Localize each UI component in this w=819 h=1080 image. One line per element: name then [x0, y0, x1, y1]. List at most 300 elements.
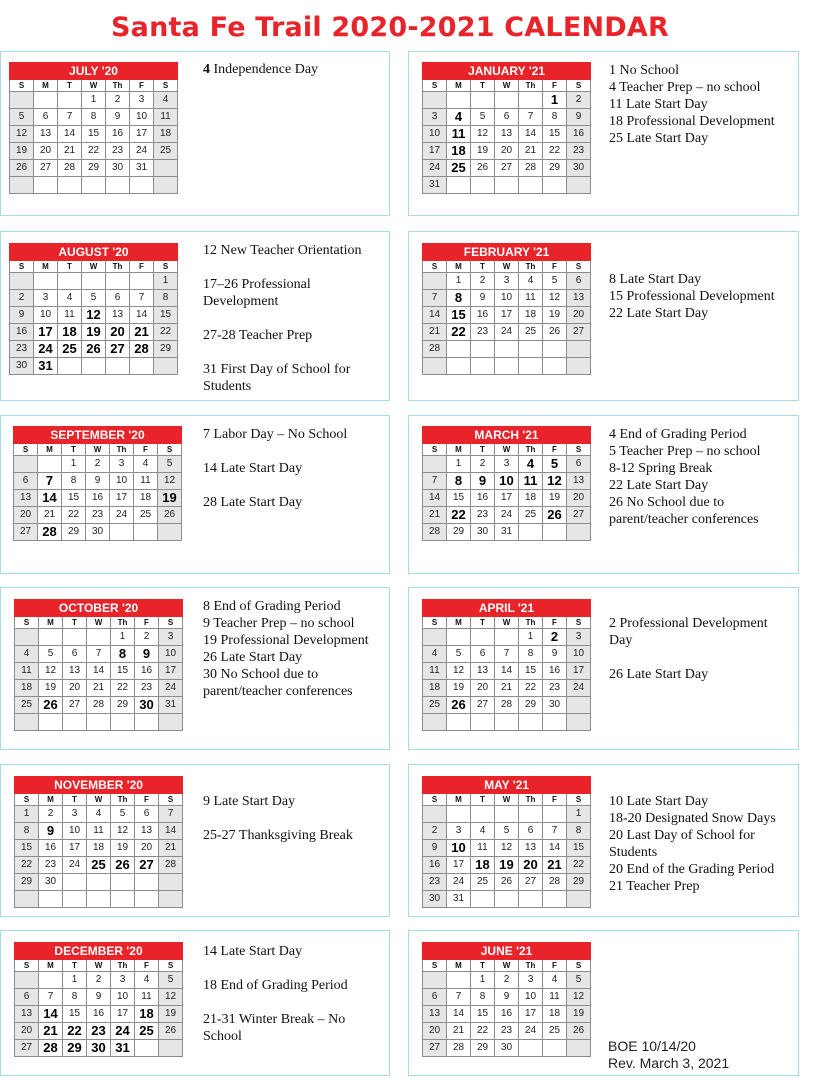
day-cell: 25 [519, 507, 543, 524]
day-cell: 16 [567, 126, 591, 143]
weekday-header: T [58, 80, 82, 92]
day-cell: 23 [86, 507, 110, 524]
day-cell: 26 [567, 1023, 591, 1040]
day-cell: 24 [159, 680, 183, 697]
day-cell: 15 [154, 307, 178, 324]
empty-cell [58, 273, 82, 290]
weekday-header: T [62, 444, 86, 456]
empty-cell [495, 806, 519, 823]
day-cell: 5 [471, 109, 495, 126]
day-cell: 22 [62, 507, 86, 524]
day-cell: 17 [567, 663, 591, 680]
day-cell: 1 [519, 629, 543, 646]
month-name: MARCH '21 [423, 427, 591, 444]
day-cell: 19 [447, 680, 471, 697]
day-cell: 21 [159, 840, 183, 857]
empty-cell [423, 92, 447, 109]
event-line: 14 Late Start Day [203, 944, 303, 959]
day-cell: 30 [10, 358, 34, 375]
day-cell: 26 [495, 874, 519, 891]
day-cell: 25 [58, 341, 82, 358]
empty-cell [543, 177, 567, 194]
day-cell: 22 [63, 1023, 87, 1040]
day-cell: 26 [158, 507, 182, 524]
weekday-header: W [495, 794, 519, 806]
weekday-header: S [423, 261, 447, 273]
day-cell: 11 [135, 989, 159, 1006]
day-cell: 7 [130, 290, 154, 307]
day-cell: 21 [519, 143, 543, 160]
day-cell: 8 [82, 109, 106, 126]
day-cell: 11 [134, 473, 158, 490]
revision-date: Rev. March 3, 2021 [608, 1055, 730, 1071]
day-cell: 28 [58, 160, 82, 177]
event-line: Students [609, 845, 658, 860]
day-cell: 1 [111, 629, 135, 646]
day-cell: 27 [471, 697, 495, 714]
day-cell: 24 [34, 341, 58, 358]
weekday-header: S [423, 794, 447, 806]
day-cell: 25 [447, 160, 471, 177]
empty-cell [34, 177, 58, 194]
day-cell: 13 [14, 490, 38, 507]
empty-cell [567, 341, 591, 358]
event-line: 8 Late Start Day [609, 272, 702, 287]
empty-cell [543, 714, 567, 731]
month-name: JANUARY '21 [423, 63, 591, 80]
event-line: 25 Late Start Day [609, 131, 709, 146]
day-cell: 1 [471, 972, 495, 989]
events-may [609, 793, 776, 895]
event-line: parent/teacher conferences [609, 512, 759, 527]
day-cell: 7 [519, 109, 543, 126]
day-cell: 29 [82, 160, 106, 177]
empty-cell [63, 714, 87, 731]
empty-cell [495, 714, 519, 731]
day-cell: 31 [495, 524, 519, 541]
day-cell: 10 [423, 126, 447, 143]
day-cell: 9 [471, 473, 495, 490]
day-cell: 3 [423, 109, 447, 126]
event-line: 8-12 Spring Break [609, 461, 713, 476]
day-cell: 1 [543, 92, 567, 109]
day-cell: 14 [159, 823, 183, 840]
weekday-header: T [471, 617, 495, 629]
weekday-header: S [10, 80, 34, 92]
day-cell: 9 [87, 989, 111, 1006]
day-cell: 31 [130, 160, 154, 177]
empty-cell [447, 92, 471, 109]
day-cell: 17 [63, 840, 87, 857]
weekday-header: T [58, 261, 82, 273]
day-cell: 20 [567, 307, 591, 324]
day-cell: 13 [63, 663, 87, 680]
weekday-header: Th [111, 794, 135, 806]
day-cell: 4 [447, 109, 471, 126]
day-cell: 15 [519, 663, 543, 680]
day-cell: 12 [471, 126, 495, 143]
day-cell: 23 [39, 857, 63, 874]
weekday-header: W [87, 617, 111, 629]
empty-cell [39, 972, 63, 989]
day-cell: 21 [423, 324, 447, 341]
weekday-header: T [471, 444, 495, 456]
day-cell: 6 [135, 806, 159, 823]
day-cell: 8 [543, 109, 567, 126]
day-cell: 8 [111, 646, 135, 663]
day-cell: 21 [495, 680, 519, 697]
day-cell: 18 [154, 126, 178, 143]
empty-cell [39, 891, 63, 908]
event-line: 27-28 Teacher Prep [203, 328, 313, 343]
day-cell: 30 [567, 160, 591, 177]
day-cell: 10 [495, 473, 519, 490]
event-line: 1 No School [609, 63, 679, 78]
day-cell: 20 [14, 507, 38, 524]
day-cell: 16 [106, 126, 130, 143]
day-cell: 18 [423, 680, 447, 697]
day-cell: 15 [63, 1006, 87, 1023]
day-cell: 14 [495, 663, 519, 680]
day-cell: 26 [471, 160, 495, 177]
empty-cell [130, 177, 154, 194]
day-cell: 3 [63, 806, 87, 823]
day-cell: 7 [447, 989, 471, 1006]
empty-cell [423, 629, 447, 646]
day-cell: 29 [15, 874, 39, 891]
day-cell: 15 [567, 840, 591, 857]
weekday-header: S [10, 261, 34, 273]
events-october [203, 598, 369, 700]
event-line: 4 End of Grading Period [609, 427, 747, 442]
day-cell: 19 [471, 143, 495, 160]
events-december [203, 943, 348, 1045]
day-cell: 20 [135, 840, 159, 857]
empty-cell [87, 714, 111, 731]
empty-cell [495, 358, 519, 375]
day-cell: 9 [567, 109, 591, 126]
day-cell: 11 [423, 663, 447, 680]
day-cell: 28 [543, 874, 567, 891]
day-cell: 7 [543, 823, 567, 840]
day-cell: 22 [543, 143, 567, 160]
empty-cell [10, 273, 34, 290]
calendar-grid-january [422, 62, 591, 194]
day-cell: 26 [543, 324, 567, 341]
empty-cell [34, 273, 58, 290]
event-line: 15 Professional Development [609, 289, 775, 304]
weekday-header: W [495, 960, 519, 972]
event-line: Day [609, 633, 633, 648]
day-cell: 27 [423, 1040, 447, 1057]
day-cell: 4 [135, 972, 159, 989]
weekday-header: S [567, 444, 591, 456]
day-cell: 8 [154, 290, 178, 307]
day-cell: 30 [543, 697, 567, 714]
day-cell: 10 [567, 646, 591, 663]
day-cell: 15 [15, 840, 39, 857]
calendar-grid-october [14, 599, 183, 731]
day-cell: 2 [471, 273, 495, 290]
weekday-header: M [38, 444, 62, 456]
day-cell: 3 [495, 273, 519, 290]
event-line: 19 Professional Development [203, 633, 369, 648]
day-cell: 18 [519, 307, 543, 324]
day-cell: 18 [519, 490, 543, 507]
day-cell: 23 [135, 680, 159, 697]
weekday-header: W [495, 261, 519, 273]
day-cell: 10 [34, 307, 58, 324]
day-cell: 19 [82, 324, 106, 341]
empty-cell [519, 524, 543, 541]
day-cell: 13 [423, 1006, 447, 1023]
day-cell: 22 [154, 324, 178, 341]
day-cell: 6 [471, 646, 495, 663]
empty-cell [87, 891, 111, 908]
weekday-header: W [495, 80, 519, 92]
day-cell: 2 [495, 972, 519, 989]
day-cell: 5 [447, 646, 471, 663]
day-cell: 2 [39, 806, 63, 823]
day-cell: 12 [111, 823, 135, 840]
weekday-header: F [543, 794, 567, 806]
empty-cell [495, 341, 519, 358]
day-cell: 9 [423, 840, 447, 857]
spacer [203, 994, 348, 1011]
weekday-header: Th [106, 261, 130, 273]
day-cell: 18 [58, 324, 82, 341]
empty-cell [447, 714, 471, 731]
day-cell: 9 [106, 109, 130, 126]
event-line: 9 Late Start Day [203, 794, 296, 809]
empty-cell [543, 1040, 567, 1057]
day-cell: 10 [519, 989, 543, 1006]
day-cell: 11 [519, 473, 543, 490]
day-cell: 22 [111, 680, 135, 697]
weekday-header: Th [519, 960, 543, 972]
day-cell: 25 [15, 697, 39, 714]
event-line: 2 Professional Development [609, 616, 768, 631]
empty-cell [111, 891, 135, 908]
day-cell: 24 [495, 507, 519, 524]
day-cell: 23 [543, 680, 567, 697]
event-line: 26 No School due to [609, 495, 725, 510]
empty-cell [58, 92, 82, 109]
month-name: JUNE '21 [423, 943, 591, 960]
weekday-header: Th [111, 960, 135, 972]
day-cell: 6 [423, 989, 447, 1006]
day-cell: 6 [106, 290, 130, 307]
day-cell: 14 [543, 840, 567, 857]
event-line: 25-27 Thanksgiving Break [203, 828, 353, 843]
empty-cell [82, 177, 106, 194]
day-cell: 17 [34, 324, 58, 341]
day-cell: 1 [82, 92, 106, 109]
event-line: 18 Professional Development [609, 114, 775, 129]
weekday-header: F [135, 617, 159, 629]
weekday-header: M [447, 617, 471, 629]
day-cell: 8 [567, 823, 591, 840]
event-line: Students [203, 379, 252, 394]
day-cell: 10 [111, 989, 135, 1006]
empty-cell [154, 177, 178, 194]
empty-cell [447, 177, 471, 194]
weekday-header: F [130, 80, 154, 92]
day-cell: 2 [86, 456, 110, 473]
day-cell: 3 [110, 456, 134, 473]
day-cell: 25 [135, 1023, 159, 1040]
empty-cell [567, 891, 591, 908]
events-july [203, 61, 318, 78]
day-cell: 25 [519, 324, 543, 341]
day-cell: 23 [10, 341, 34, 358]
month-name: AUGUST '20 [10, 244, 178, 261]
event-line: 4 Teacher Prep – no school [609, 80, 761, 95]
empty-cell [111, 714, 135, 731]
empty-cell [543, 806, 567, 823]
day-cell: 12 [39, 663, 63, 680]
day-cell: 7 [159, 806, 183, 823]
boe-date: BOE 10/14/20 [608, 1038, 696, 1054]
weekday-header: S [159, 960, 183, 972]
event-text: Independence Day [210, 62, 319, 77]
empty-cell [15, 629, 39, 646]
empty-cell [471, 806, 495, 823]
day-cell: 20 [423, 1023, 447, 1040]
weekday-header: Th [111, 617, 135, 629]
day-cell: 26 [447, 697, 471, 714]
day-cell: 21 [423, 507, 447, 524]
empty-cell [543, 341, 567, 358]
empty-cell [519, 806, 543, 823]
event-line: 18-20 Designated Snow Days [609, 811, 776, 826]
day-cell: 5 [159, 972, 183, 989]
empty-cell [495, 891, 519, 908]
day-cell: 22 [567, 857, 591, 874]
day-cell: 5 [543, 273, 567, 290]
day-cell: 6 [495, 109, 519, 126]
day-cell: 27 [567, 507, 591, 524]
day-cell: 18 [15, 680, 39, 697]
day-cell: 13 [34, 126, 58, 143]
empty-cell [106, 177, 130, 194]
day-cell: 1 [447, 456, 471, 473]
day-cell: 24 [423, 160, 447, 177]
day-cell: 21 [39, 1023, 63, 1040]
weekday-header: S [159, 794, 183, 806]
day-cell: 2 [567, 92, 591, 109]
day-cell: 26 [82, 341, 106, 358]
day-cell: 7 [38, 473, 62, 490]
day-cell: 26 [39, 697, 63, 714]
calendar-grid-november [14, 776, 183, 908]
day-cell: 21 [543, 857, 567, 874]
weekday-header: T [63, 794, 87, 806]
day-cell: 31 [159, 697, 183, 714]
day-cell: 7 [423, 290, 447, 307]
empty-cell [519, 714, 543, 731]
day-cell: 27 [15, 1040, 39, 1057]
events-january [609, 62, 775, 147]
empty-cell [15, 714, 39, 731]
day-cell: 1 [62, 456, 86, 473]
day-cell: 1 [567, 806, 591, 823]
day-cell: 30 [135, 697, 159, 714]
event-line: 18 End of Grading Period [203, 978, 348, 993]
empty-cell [543, 524, 567, 541]
calendar-grid-april [422, 599, 591, 731]
day-cell: 28 [38, 524, 62, 541]
day-cell: 21 [130, 324, 154, 341]
event-line: 20 Last Day of School for [609, 828, 755, 843]
empty-cell [130, 358, 154, 375]
day-cell: 27 [63, 697, 87, 714]
day-cell: 9 [10, 307, 34, 324]
event-line: 31 First Day of School for [203, 362, 351, 377]
day-cell: 11 [58, 307, 82, 324]
month-name: OCTOBER '20 [15, 600, 183, 617]
weekday-header: W [86, 444, 110, 456]
weekday-header: Th [110, 444, 134, 456]
weekday-header: Th [519, 444, 543, 456]
day-cell: 22 [15, 857, 39, 874]
day-cell: 25 [471, 874, 495, 891]
day-cell: 13 [15, 1006, 39, 1023]
empty-cell [471, 341, 495, 358]
day-cell: 23 [87, 1023, 111, 1040]
day-cell: 5 [495, 823, 519, 840]
weekday-header: M [447, 444, 471, 456]
event-line: 22 Late Start Day [609, 306, 709, 321]
day-cell: 30 [86, 524, 110, 541]
day-cell: 25 [134, 507, 158, 524]
day-cell: 6 [567, 273, 591, 290]
day-cell: 30 [87, 1040, 111, 1057]
day-cell: 17 [159, 663, 183, 680]
day-cell: 4 [519, 273, 543, 290]
event-line: 12 New Teacher Orientation [203, 243, 362, 258]
day-cell: 30 [471, 524, 495, 541]
day-cell: 4 [543, 972, 567, 989]
day-cell: 27 [519, 874, 543, 891]
day-cell: 15 [82, 126, 106, 143]
weekday-header: S [423, 444, 447, 456]
empty-cell [519, 1040, 543, 1057]
empty-cell [543, 891, 567, 908]
day-cell: 20 [63, 680, 87, 697]
day-cell: 19 [159, 1006, 183, 1023]
weekday-header: F [543, 261, 567, 273]
day-cell: 1 [154, 273, 178, 290]
day-cell: 19 [158, 490, 182, 507]
empty-cell [135, 891, 159, 908]
weekday-header: M [447, 794, 471, 806]
day-cell: 14 [519, 126, 543, 143]
day-cell: 5 [10, 109, 34, 126]
day-cell: 7 [495, 646, 519, 663]
events-november [203, 793, 353, 844]
weekday-header: F [130, 261, 154, 273]
day-cell: 18 [447, 143, 471, 160]
empty-cell [447, 341, 471, 358]
calendar-grid-may [422, 776, 591, 908]
day-cell: 7 [58, 109, 82, 126]
weekday-header: F [543, 80, 567, 92]
weekday-header: F [543, 444, 567, 456]
day-cell: 8 [471, 989, 495, 1006]
empty-cell [159, 1040, 183, 1057]
day-cell: 19 [567, 1006, 591, 1023]
